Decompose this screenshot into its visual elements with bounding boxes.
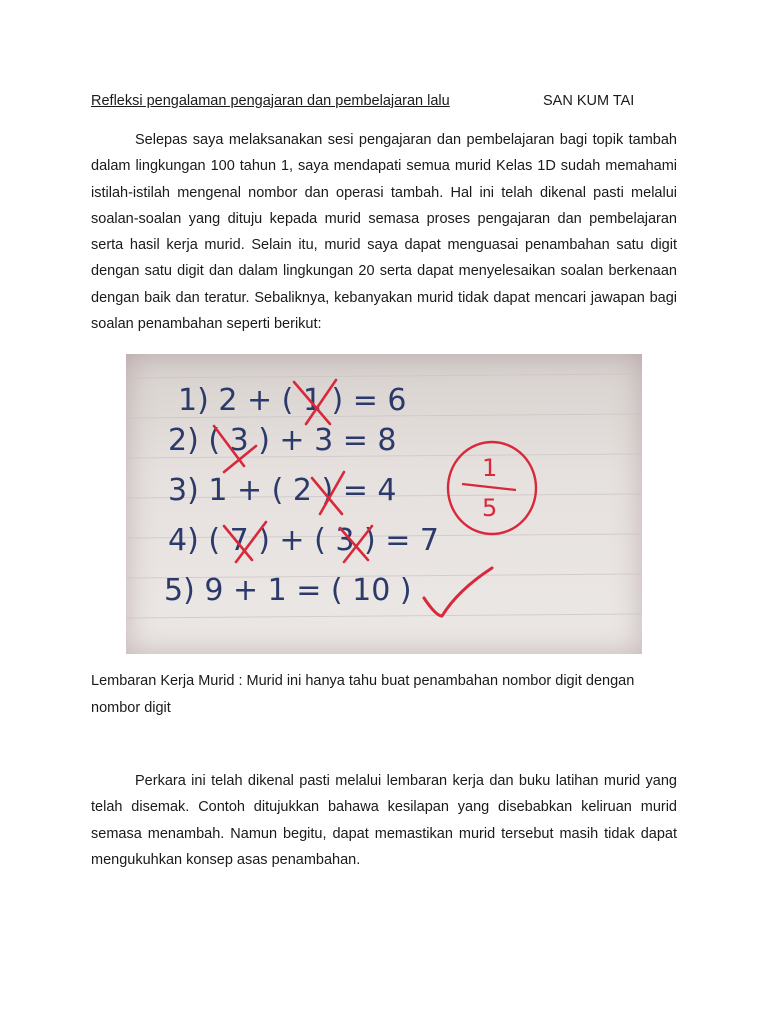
score-denominator: 5 bbox=[482, 494, 498, 522]
worksheet-line-1: 1) 2 + ( 1 ) = 6 bbox=[178, 383, 407, 418]
photo-caption: Lembaran Kerja Murid : Murid ini hanya tahu buat penambahan nombor digit dengan nombor digit bbox=[91, 673, 635, 716]
author-name: SAN KUM TAI bbox=[543, 93, 635, 109]
worksheet-line-3: 3) 1 + ( 2 ) = 4 bbox=[168, 473, 397, 508]
worksheet-photo bbox=[126, 354, 642, 654]
score-circle bbox=[448, 442, 536, 534]
worksheet-line-5: 5) 9 + 1 = ( 10 ) bbox=[164, 573, 412, 608]
paragraph-intro: Selepas saya melaksanakan sesi pengajaran dan pembelajaran bagi topik tambah dalam lingkungan 100 tahun 1, saya mendapati semua murid Kelas 1D sudah memahami istilah-istilah mengenal nombor dan operasi tambah. Hal ini telah dikenal pasti melalui soalan-soalan yang dituju kepada murid semasa proses pengajaran dan pembelajaran serta hasil kerja murid. Selain itu, murid saya dapat menguasai penambahan satu digit dengan satu digit dan dalam lingkungan 20 serta dapat menyelesaikan soalan berkenaan dengan baik dan teratur. Sebaliknya, kebanyakan murid tidak dapat mencari jawapan bagi soalan penambahan seperti berikut: bbox=[91, 132, 677, 333]
score-numerator: 1 bbox=[482, 454, 498, 482]
document-title: Refleksi pengalaman pengajaran dan pembelajaran lalu bbox=[91, 93, 450, 109]
paragraph-conclusion: Perkara ini telah dikenal pasti melalui lembaran kerja dan buku latihan murid yang telah disemak. Contoh ditujukkan bahawa kesilapan yang disebabkan keliruan murid semasa menambah. Namun begitu, dapat memastikan murid tersebut masih tidak dapat mengukuhkan konsep asas penambahan. bbox=[91, 773, 677, 868]
worksheet-line-2: 2) ( 3 ) + 3 = 8 bbox=[168, 423, 397, 458]
worksheet-drawing bbox=[126, 354, 642, 654]
worksheet-line-4: 4) ( 7 ) + ( 3 ) = 7 bbox=[168, 523, 439, 558]
